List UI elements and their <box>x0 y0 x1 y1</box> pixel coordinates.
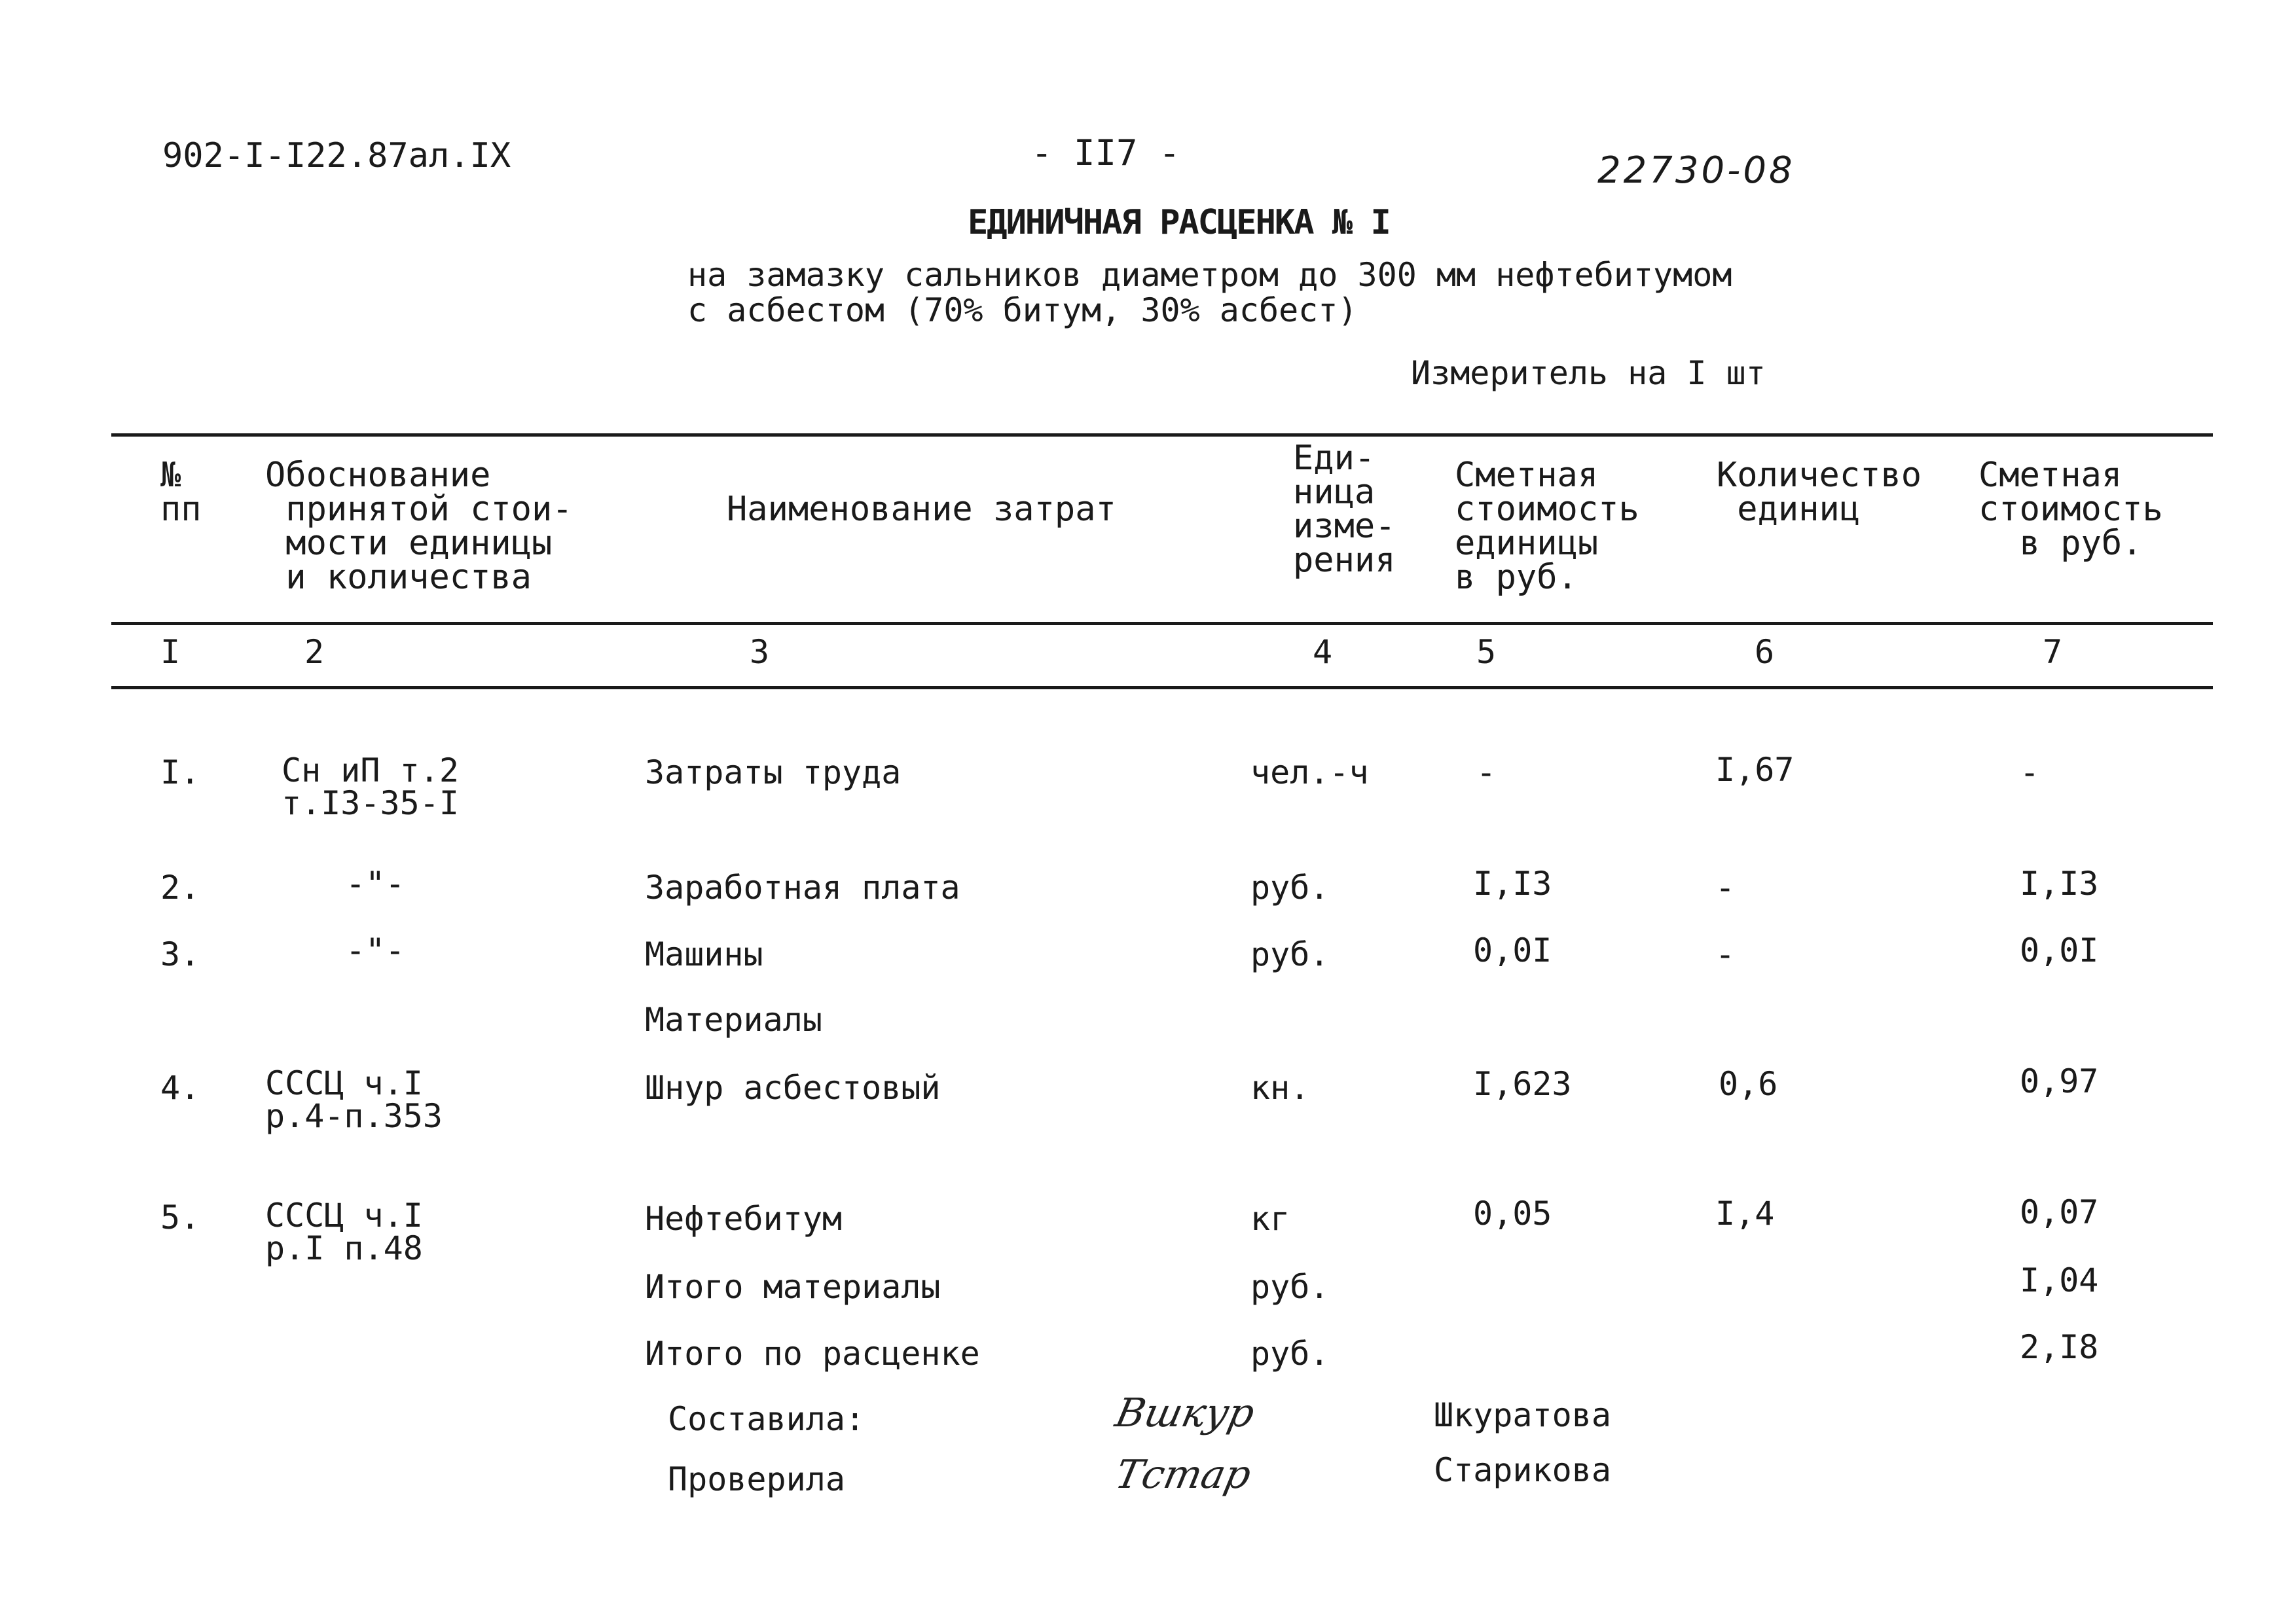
row-3-unit: руб. <box>1250 935 1330 973</box>
stamp-number: 22730-08 <box>1597 149 1795 192</box>
checked-by-label: Проверила <box>668 1460 845 1498</box>
column-number-6: 6 <box>1755 633 1775 671</box>
row-1-unit-cost: - <box>1476 753 1497 791</box>
column-header-basis: Обоснование принятой стои- мости единицы и количества <box>265 456 573 597</box>
subtitle-line-2: с асбестом (70% битум, 30% асбест) <box>687 291 1358 329</box>
grand-total-value: 2,I8 <box>2020 1328 2099 1366</box>
row-2-name: Заработная плата <box>645 869 960 907</box>
column-number-2: 2 <box>304 633 325 671</box>
row-4-quantity: 0,6 <box>1719 1065 1778 1103</box>
row-2-unit: руб. <box>1250 869 1330 907</box>
column-header-total-cost: Сметная стоимость в руб. <box>1978 456 2163 563</box>
row-2-number: 2. <box>160 869 200 907</box>
column-numbers-rule <box>111 686 2213 689</box>
row-5-number: 5. <box>160 1199 200 1236</box>
row-1-name: Затраты труда <box>645 753 902 791</box>
row-5-basis: СССЦ ч.I р.I п.48 <box>265 1197 423 1267</box>
document-code: 902-I-I22.87ал.IX <box>162 136 511 175</box>
row-5-total: 0,07 <box>2020 1193 2099 1231</box>
measure-unit-note: Измеритель на I шт <box>1411 354 1766 392</box>
compiled-by-label: Составила: <box>668 1400 866 1438</box>
row-5-unit: кг <box>1250 1200 1290 1238</box>
column-header-number: № пп <box>160 456 202 529</box>
column-header-unit: Еди- ница изме- рения <box>1293 439 1396 580</box>
row-4-total: 0,97 <box>2020 1062 2099 1100</box>
materials-total-label: Итого материалы <box>645 1268 941 1306</box>
grand-total-label: Итого по расценке <box>645 1335 980 1373</box>
row-4-basis: СССЦ ч.I р.4-п.353 <box>265 1064 443 1135</box>
column-number-4: 4 <box>1313 633 1333 671</box>
row-2-total: I,I3 <box>2020 865 2099 903</box>
column-header-quantity: Количество единиц <box>1717 456 1922 529</box>
materials-total-value: I,04 <box>2020 1261 2099 1299</box>
grand-total-unit: руб. <box>1250 1335 1330 1373</box>
row-1-basis: Сн иП т.2 т.I3-35-I <box>282 751 459 822</box>
row-1-number: I. <box>160 753 200 791</box>
row-1-total: - <box>2020 753 2040 791</box>
checked-by-signature: Тстар <box>1111 1452 1256 1498</box>
row-2-unit-cost: I,I3 <box>1473 865 1552 903</box>
row-3-quantity: - <box>1715 935 1736 973</box>
header-bottom-rule <box>111 622 2213 625</box>
column-number-5: 5 <box>1476 633 1497 671</box>
row-1-unit: чел.-ч <box>1250 753 1369 791</box>
compiled-by-name: Шкуратова <box>1434 1396 1611 1434</box>
column-number-1: I <box>160 633 181 671</box>
row-5-name: Нефтебитум <box>645 1200 843 1238</box>
column-header-unit-cost: Сметная стоимость единицы в руб. <box>1455 456 1639 597</box>
row-3-name: Машины <box>645 935 763 973</box>
page-number: - II7 - <box>1031 132 1180 173</box>
row-1-quantity: I,67 <box>1715 751 1795 789</box>
subtitle-line-1: на замазку сальников диаметром до 300 мм нефтебитумом <box>687 256 1732 294</box>
column-number-7: 7 <box>2043 633 2063 671</box>
table-top-rule <box>111 433 2213 437</box>
row-4-name: Шнур асбестовый <box>645 1069 941 1107</box>
page-title: ЕДИНИЧНАЯ РАСЦЕНКА № I <box>968 203 1390 242</box>
row-3-total: 0,0I <box>2020 931 2099 969</box>
column-number-3: 3 <box>750 633 770 671</box>
row-4-unit: кн. <box>1250 1069 1310 1107</box>
materials-heading: Материалы <box>645 1001 822 1039</box>
row-5-unit-cost: 0,05 <box>1473 1195 1552 1233</box>
row-3-number: 3. <box>160 935 200 973</box>
row-4-unit-cost: I,623 <box>1473 1065 1572 1103</box>
row-2-basis: -"- <box>346 865 405 903</box>
row-2-quantity: - <box>1715 869 1736 907</box>
row-3-unit-cost: 0,0I <box>1473 931 1552 969</box>
row-5-quantity: I,4 <box>1715 1195 1775 1233</box>
checked-by-name: Старикова <box>1434 1451 1611 1489</box>
row-4-number: 4. <box>160 1069 200 1107</box>
compiled-by-signature: Вшкур <box>1111 1390 1259 1436</box>
row-3-basis: -"- <box>346 931 405 969</box>
materials-total-unit: руб. <box>1250 1268 1330 1306</box>
column-header-cost-name: Наименование затрат <box>727 490 1116 529</box>
